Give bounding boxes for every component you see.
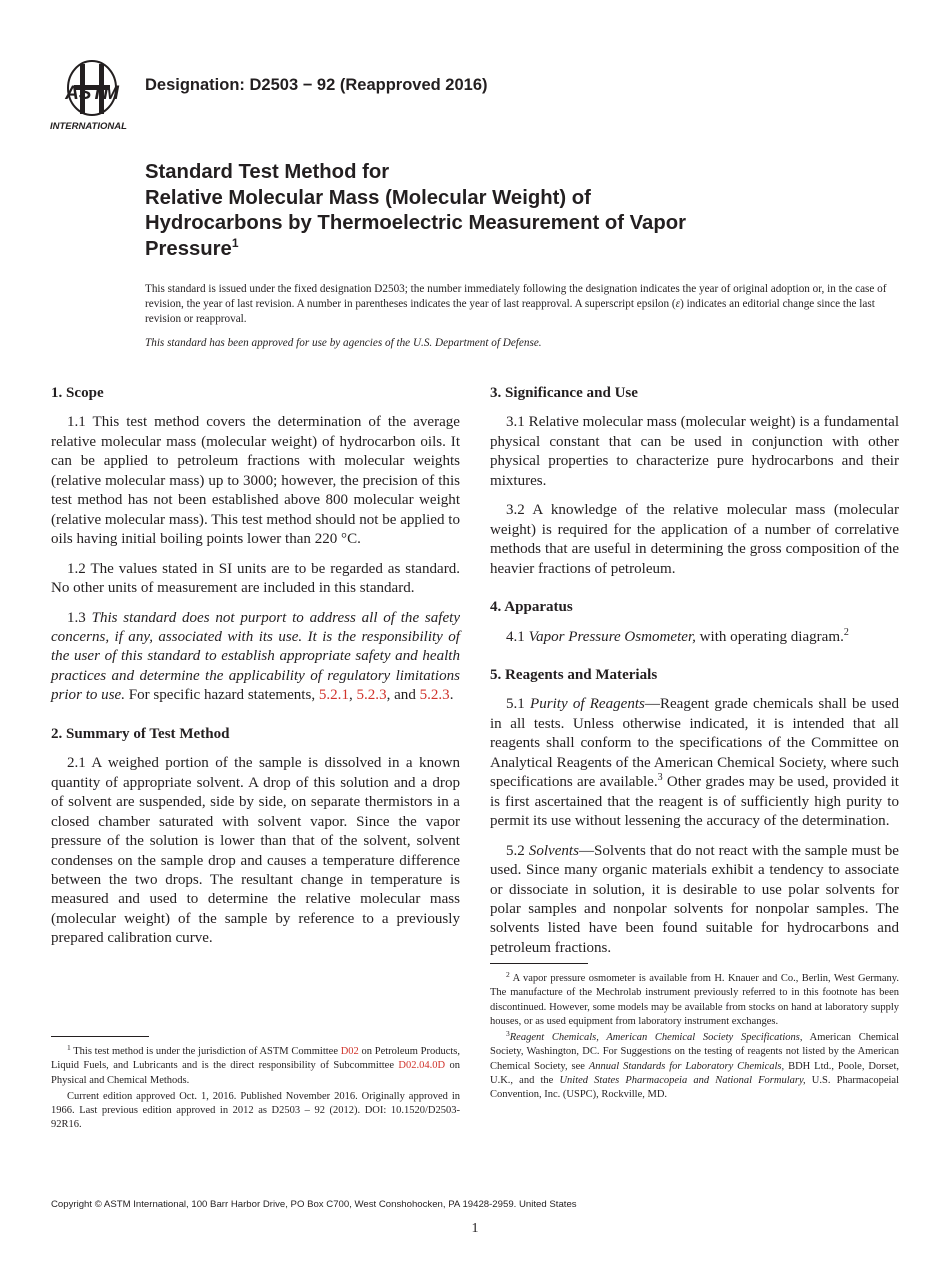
footnote-1 bbox=[51, 1045, 460, 1088]
footnote-ref-2[interactable]: 2 bbox=[843, 626, 849, 638]
logo-subtext: INTERNATIONAL bbox=[50, 121, 127, 132]
paragraph-2-1: 2.1 A weighed portion of the sample is dissolved in a known quantity of appropriate solvent. A drop of this solution and a drop of solvent are suspended, side by side, on separate thermistors in a closed chamber saturated with solvent vapor. Since the vapor pressure of the solution is lower than that of the solvent, solvent condenses on the sample drop and causes a temperature difference between the two drops. The resultant change in temperature is measured and used to determine the relative molecular mass (molecular weight) of the sample by reference to a previously prepared calibration curve. bbox=[51, 755, 460, 947]
footnote-1-text-a: This test method is under the jurisdiction of ASTM Committee bbox=[70, 1046, 341, 1057]
section-4-heading: 4. Apparatus bbox=[490, 599, 573, 616]
astm-logo-mark bbox=[50, 58, 136, 134]
separator: , bbox=[348, 687, 357, 704]
astm-logo bbox=[50, 58, 136, 134]
section-5-heading: 5. Reagents and Materials bbox=[490, 666, 658, 683]
footnote-2-mark: 2 bbox=[506, 970, 510, 979]
section-2-heading: 2. Summary of Test Method bbox=[51, 725, 230, 742]
purity-of-reagents-term: Purity of Reagents bbox=[530, 696, 645, 713]
footnote-3 bbox=[490, 1031, 899, 1102]
preamble-text-b: ) indicates an editorial change since the last revision or reapproval. bbox=[145, 298, 875, 326]
link-committee-d02[interactable]: D02 bbox=[340, 1046, 359, 1057]
preamble bbox=[145, 282, 905, 328]
paragraph-3-2: 3.2 A knowledge of the relative molecular mass (molecular weight) is required for the application of a number of correlative methods that are useful in determining the gross composition of the heavier fractions of petroleum. bbox=[490, 502, 899, 577]
footnote-3-text-c: U.S. Pharmacopeial Convention, Inc. (USPC), Rockville, MD. bbox=[490, 1075, 900, 1101]
footnote-3-mark: 3 bbox=[506, 1029, 510, 1039]
document-title bbox=[145, 160, 845, 262]
title-line-2: Relative Molecular Mass (Molecular Weight) of bbox=[145, 186, 591, 209]
epsilon-symbol: ε bbox=[675, 298, 681, 311]
preamble-text bbox=[145, 282, 905, 328]
paragraph-5-1-text-b: Other grades may be used, provided it is first ascertained that the reagent is of sufficiently high purity to permit its use without lessening the accuracy of the determination. bbox=[490, 774, 899, 830]
paragraph-4-1 bbox=[490, 628, 899, 647]
footnote-2 bbox=[490, 972, 899, 1029]
footnote-1-mark: 1 bbox=[67, 1043, 71, 1052]
paragraph-5-2-number: 5.2 bbox=[506, 842, 529, 859]
title-line-4 bbox=[145, 237, 845, 263]
page-number: 1 bbox=[471, 1221, 479, 1236]
footnote-rule-right bbox=[490, 963, 588, 964]
edition-note: Current edition approved Oct. 1, 2016. Published November 2016. Originally approved in 1966. Last previous edition approved in 2012 as D2503 – 92 (2012). DOI: 10.1520/D2503-92R16. bbox=[51, 1090, 460, 1131]
footnote-3-title-1: Reagent Chemicals, American Chemical Society Specifications bbox=[509, 1032, 800, 1044]
paragraph-3-1: 3.1 Relative molecular mass (molecular weight) is a fundamental physical constant that can be used in conjunction with other physical properties to characterize pure hydrocarbons and their mixtures. bbox=[490, 414, 899, 489]
title-line-1: Standard Test Method for bbox=[145, 161, 390, 183]
footnote-rule-left bbox=[51, 1036, 149, 1037]
paragraph-1-3-tail: For specific hazard statements, bbox=[125, 687, 319, 704]
footnote-3-title-2: Annual Standards for Laboratory Chemicals, bbox=[588, 1060, 785, 1072]
paragraph-5-1-number: 5.1 bbox=[506, 696, 531, 713]
section-1-heading: 1. Scope bbox=[51, 385, 104, 401]
footnote-3-text-a: , American Chemical Society, Washington, DC. For Suggestions on the testing of reagents not listed by the American Chemical Society, see bbox=[490, 1032, 899, 1072]
left-column bbox=[51, 384, 460, 959]
link-5-2-3-a[interactable]: 5.2.3 bbox=[356, 687, 387, 704]
paragraph-1-2: 1.2 The values stated in SI units are to be regarded as standard. No other units of measurement are included in this standard. bbox=[51, 560, 460, 597]
paragraph-5-2 bbox=[490, 842, 899, 959]
footnote-ref-3[interactable]: 3 bbox=[657, 772, 663, 784]
paragraph-4-1-tail: with operating diagram. bbox=[695, 628, 844, 645]
section-3-heading: 3. Significance and Use bbox=[490, 385, 638, 401]
safety-caveat: This standard does not purport to address all of the safety concerns, if any, associated with its use. It is the responsibility of the user of this standard to establish appropriate safety and health practices and determine the applicability of regulatory limitations prior to use. bbox=[51, 609, 460, 704]
paragraph-1-3-number: 1.3 bbox=[67, 609, 92, 626]
preamble-text-a: This standard is issued under the fixed designation D2503; the number immediately following the designation indicates the year of original adoption or, in the case of revision, the year of last revision. A number in parentheses indicates the year of last reapproval. A superscript epsilon ( bbox=[145, 283, 887, 311]
link-subcommittee-d02-04-0d[interactable]: D02.04.0D bbox=[398, 1060, 446, 1072]
copyright-notice: Copyright © ASTM International, 100 Barr Harbor Drive, PO Box C700, West Conshohocken, PA 19428-2959. United States bbox=[51, 1199, 577, 1210]
paragraph-1-3 bbox=[51, 609, 460, 706]
footnote-3-title-3: United States Pharmacopeia and National Formulary, bbox=[559, 1075, 806, 1087]
title-line-4-text: Pressure bbox=[145, 237, 232, 260]
paragraph-1-1: 1.1 This test method covers the determination of the average relative molecular mass (molecular weight) of hydrocarbon oils. It can be applied to petroleum fractions with molecular weights (relative molecular mass) up to 3000; however, the precision of this test method has not been established above 800 molecular weight (relative molecular mass). This test method should not be applied to oils having initial boiling points lower than 220 °C. bbox=[51, 414, 460, 548]
separator: , and bbox=[386, 687, 420, 704]
footnotes-right bbox=[490, 972, 899, 1105]
dod-approval-note: This standard has been approved for use by agencies of the U.S. Department of Defense. bbox=[145, 337, 542, 349]
link-5-2-1[interactable]: 5.2.1 bbox=[318, 687, 349, 704]
designation: Designation: D2503 − 92 (Reapproved 2016) bbox=[145, 76, 488, 94]
paragraph-5-1 bbox=[490, 695, 899, 831]
footnotes-left bbox=[51, 1045, 460, 1135]
paragraph-5-1-text-a: —Reagent grade chemicals shall be used in all tests. Unless otherwise indicated, it is intended that all reagents shall conform to the specifications of the Committee on Analytical Reagents of the American Chemical Society, where such specifications are available. bbox=[490, 696, 899, 791]
title-footnote-ref[interactable]: 1 bbox=[231, 235, 239, 250]
paragraph-4-1-number: 4.1 bbox=[506, 628, 529, 645]
period: . bbox=[449, 687, 454, 704]
right-column bbox=[490, 384, 899, 968]
footnote-1-text-b: on Petroleum Products, Liquid Fuels, and Lubricants and is the direct responsibility of Subcommittee bbox=[51, 1046, 460, 1072]
footnote-2-text: A vapor pressure osmometer is available from H. Knauer and Co., Berlin, West Germany. The manufacture of the Mechrolab instrument previously referred to in this footnote has been discontinued. However, some models may be available from stocks on hand at laboratory supply houses, or as used equipment from laboratory instrument exchanges. bbox=[490, 973, 899, 1027]
link-5-2-3-b[interactable]: 5.2.3 bbox=[419, 687, 450, 704]
footnote-3-text-b: BDH Ltd., Poole, Dorset, U.K., and the bbox=[490, 1060, 899, 1087]
apparatus-name: Vapor Pressure Osmometer, bbox=[528, 628, 696, 645]
solvents-term: Solvents bbox=[528, 842, 579, 859]
logo-wordmark: ASTM bbox=[65, 83, 119, 104]
footnote-1-text-c: on Physical and Chemical Methods. bbox=[51, 1060, 461, 1086]
title-line-3: Hydrocarbons by Thermoelectric Measurement of Vapor bbox=[145, 212, 686, 234]
paragraph-5-2-text: —Solvents that do not react with the sample must be used. Since many organic materials exhibit a tendency to associate or dissociate in solution, it is desirable to use polar solvents for polar samples and nonpolar solvents for nonpolar samples. The solvents listed have been found suitable for hydrocarbons and petroleum fractions. bbox=[490, 842, 899, 956]
